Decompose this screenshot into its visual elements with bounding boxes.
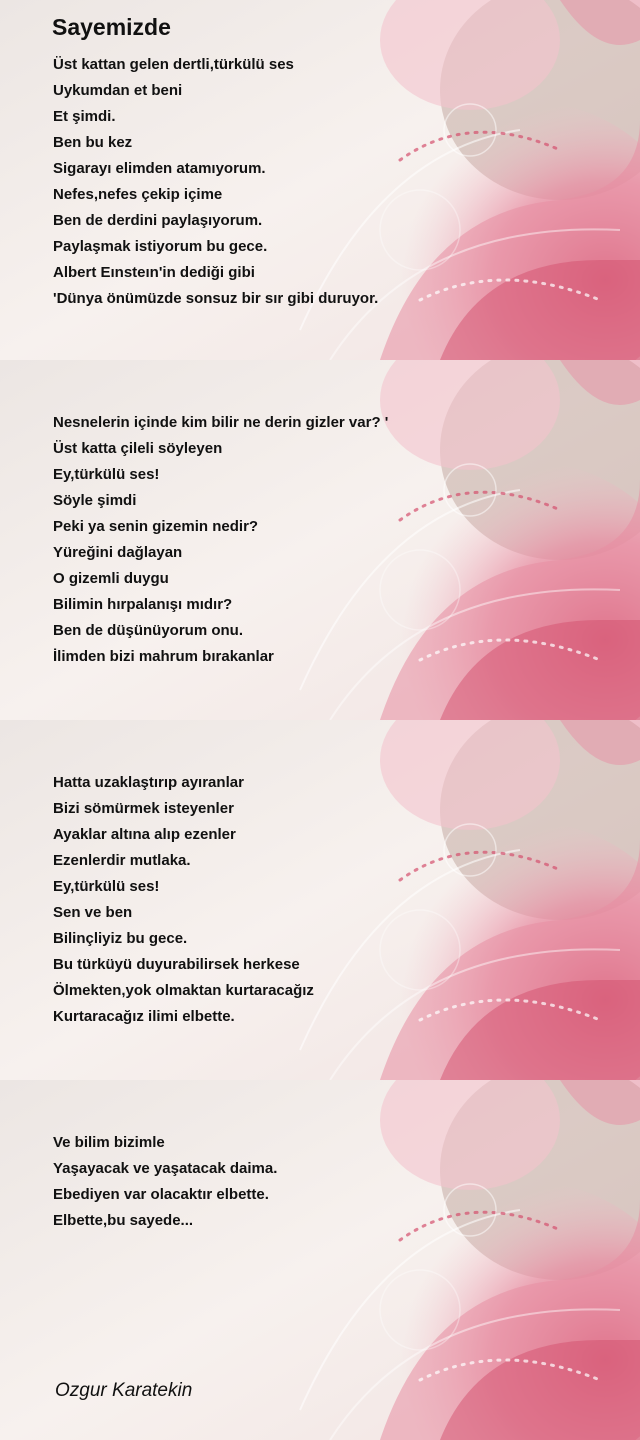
poem-line: Et şimdi.	[53, 108, 116, 125]
poem-line: Sen ve ben	[53, 904, 133, 921]
poem-line: Albert Eınsteın'in dediği gibi	[53, 264, 255, 281]
poem-line: Ey,türkülü ses!	[53, 878, 160, 895]
poem-title: Sayemizde	[52, 14, 171, 40]
poem-line: İlimden bizi mahrum bırakanlar	[53, 648, 274, 665]
poem-line: Paylaşmak istiyorum bu gece.	[53, 238, 268, 255]
poem-line: Ey,türkülü ses!	[53, 466, 160, 483]
poem-line: Üst kattan gelen dertli,türkülü ses	[53, 56, 294, 73]
poem-line: Bilinçliyiz bu gece.	[53, 930, 188, 947]
poem-line: Nefes,nefes çekip içime	[53, 186, 223, 203]
stanza	[53, 1130, 277, 1234]
poem-line: Yüreğini dağlayan	[53, 544, 183, 561]
stanza	[53, 770, 314, 1030]
poem-line: Ebediyen var olacaktır elbette.	[53, 1186, 269, 1203]
poem-line: Kurtaracağız ilimi elbette.	[53, 1008, 235, 1025]
poem-line: Bu türküyü duyurabilirsek herkese	[53, 956, 300, 973]
poem-panel	[0, 720, 640, 1080]
poem-line: Ve bilim bizimle	[53, 1134, 165, 1151]
poem-line: Ölmekten,yok olmaktan kurtaracağız	[53, 982, 314, 999]
poem-line: O gizemli duygu	[53, 570, 169, 587]
poem-line: Hatta uzaklaştırıp ayıranlar	[53, 774, 244, 791]
poem-line: Ben de düşünüyorum onu.	[53, 622, 243, 639]
poem-line: Sigarayı elimden atamıyorum.	[53, 160, 266, 177]
poem-panel	[0, 0, 640, 360]
poem-line: Ben de derdini paylaşıyorum.	[53, 212, 263, 229]
poem-line: Ben bu kez	[53, 134, 133, 151]
stanza	[53, 52, 378, 312]
stanza	[53, 410, 388, 670]
poem-line: Uykumdan et beni	[53, 82, 183, 99]
poem-line: Bizi sömürmek isteyenler	[53, 800, 234, 817]
poem-line: Üst katta çileli söyleyen	[53, 440, 223, 457]
poem-line: Yaşayacak ve yaşatacak daima.	[53, 1160, 278, 1177]
poem-line: 'Dünya önümüzde sonsuz bir sır gibi duruyor.	[53, 290, 379, 307]
poem-line: Ayaklar altına alıp ezenler	[53, 826, 236, 843]
poem-panel	[0, 360, 640, 720]
poem-line: Peki ya senin gizemin nedir?	[53, 518, 259, 535]
poem-line: Söyle şimdi	[53, 492, 137, 509]
poem-line: Elbette,bu sayede...	[53, 1212, 194, 1229]
poem-line: Ezenlerdir mutlaka.	[53, 852, 191, 869]
poem-line: Bilimin hırpalanışı mıdır?	[53, 596, 233, 613]
poem-line: Nesnelerin içinde kim bilir ne derin gizler var? '	[53, 414, 389, 431]
poem-author: Ozgur Karatekin	[55, 1380, 193, 1401]
